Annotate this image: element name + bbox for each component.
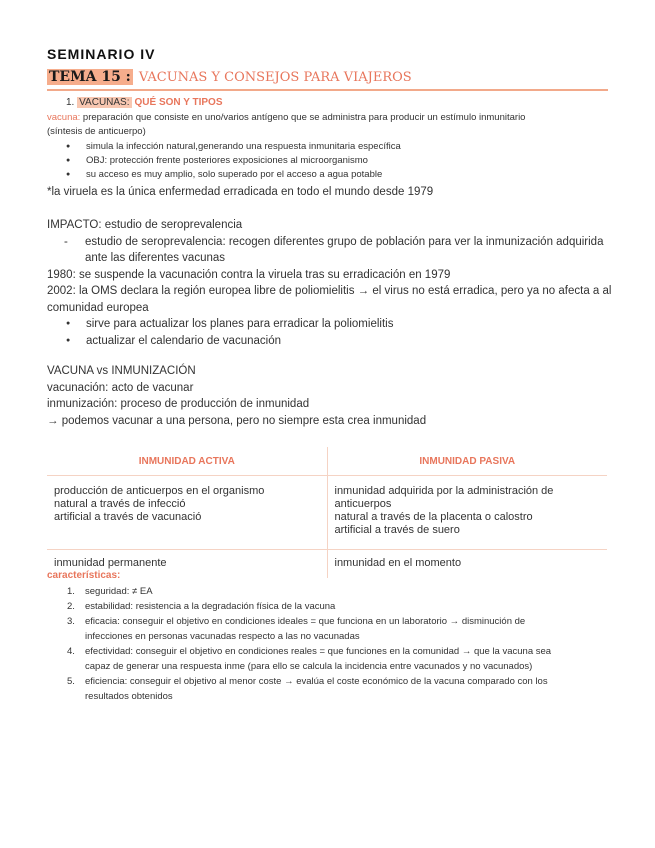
- list-item: [47, 599, 612, 614]
- section-title: QUÉ SON Y TIPOS: [134, 97, 223, 108]
- viruela-note: *la viruela es la única enfermedad erradicada en todo el mundo desde 1979: [47, 186, 434, 198]
- section-highlight: VACUNAS:: [79, 97, 130, 108]
- impacto-block: [47, 217, 612, 349]
- impacto-1980: 1980: se suspende la vacunación contra la viruela tras su erradicación en 1979: [47, 268, 451, 281]
- vs-heading: VACUNA vs INMUNIZACIÓN: [47, 365, 196, 377]
- item-line: estabilidad: resistencia a la degradación física de la vacuna: [85, 601, 336, 612]
- impacto-dash-item: [47, 234, 612, 267]
- list-item: [47, 584, 612, 599]
- seminar-heading: SEMINARIO IV: [47, 46, 156, 62]
- list-item: [47, 674, 612, 704]
- item-line: efectividad: conseguir el objetivo en condiciones reales = que funciones en la comunidad → que la vacuna sea: [85, 646, 552, 657]
- vacuna-bullet-list: [66, 140, 606, 182]
- cell-line: artificial a través de vacunació: [54, 511, 202, 523]
- impacto-dash-line2: ante las diferentes vacunas: [85, 252, 226, 264]
- table-header-row: [47, 447, 607, 476]
- topic-title: VACUNAS Y CONSEJOS PARA VIAJEROS: [138, 70, 412, 85]
- header-activa: INMUNIDAD ACTIVA: [47, 447, 327, 476]
- cell-line: natural a través de infecció: [54, 498, 186, 510]
- impacto-heading: IMPACTO: estudio de seroprevalencia: [47, 219, 243, 231]
- cell-line: inmunidad adquirida por la administración de anticuerpos: [334, 485, 554, 510]
- cell-line: artificial a través de suero: [334, 524, 460, 536]
- vs-inmunizacion: inmunización: proceso de producción de inmunidad: [47, 398, 310, 410]
- item-number: 5.: [67, 676, 75, 687]
- header-pasiva: INMUNIDAD PASIVA: [327, 447, 607, 476]
- caracteristicas-label: características:: [47, 570, 121, 581]
- impacto-bullet-list: [66, 316, 612, 349]
- topic-title-row: [47, 68, 608, 91]
- item-line: infecciones en personas vacunadas respecto a las no vacunadas: [85, 631, 360, 642]
- item-line: resultados obtenidos: [85, 691, 173, 702]
- item-number: 3.: [67, 616, 75, 627]
- caracteristicas-list: [47, 584, 612, 704]
- vs-vacunacion: vacunación: acto de vacunar: [47, 381, 194, 394]
- table-cell: [327, 476, 607, 550]
- dash-marker: -: [64, 235, 68, 248]
- list-item: ● OBJ: protección frente posteriores exposiciones al microorganismo: [66, 154, 606, 168]
- vacuna-term: vacuna:: [47, 112, 81, 123]
- table-cell: [47, 476, 327, 550]
- list-item: [47, 614, 612, 644]
- item-line: seguridad: ≠ EA: [85, 586, 153, 597]
- item-line: eficacia: conseguir el objetivo en condiciones ideales = que funciona en un laboratorio → disminución de: [85, 616, 526, 627]
- vacuna-def-line2: (síntesis de anticuerpo): [47, 126, 146, 137]
- vs-block: [47, 363, 612, 429]
- vacuna-def-line1: preparación que consiste en uno/varios antígeno que se administra para producir un estímulo inmunitario: [80, 112, 526, 123]
- section-heading: [66, 97, 223, 108]
- vs-arrow-note: → podemos vacunar a una persona, pero no siempre esta crea inmunidad: [47, 414, 427, 427]
- topic-number-label: TEMA 15 :: [49, 69, 131, 85]
- list-item: ● actualizar el calendario de vacunación: [66, 333, 612, 350]
- impacto-2002-line2: comunidad europea: [47, 301, 149, 314]
- table-row: [47, 550, 607, 579]
- table-row: [47, 476, 607, 550]
- item-line: eficiencia: conseguir el objetivo al menor coste → evalúa el coste económico de la vacuna comparado con los: [85, 676, 548, 687]
- table-cell: inmunidad en el momento: [327, 550, 607, 579]
- list-item: ● sirve para actualizar los planes para erradicar la poliomielitis: [66, 316, 612, 333]
- list-item: [47, 644, 612, 674]
- cell-line: producción de anticuerpos en el organismo: [54, 485, 265, 497]
- cell-line: natural a través de la placenta o calostro: [334, 511, 533, 523]
- item-line: capaz de generar una respuesta inme (para ello se calcula la incidencia entre vacunados y no vacunados): [85, 661, 533, 672]
- vacuna-definition: [47, 111, 612, 139]
- item-number: 4.: [67, 646, 75, 657]
- list-item: ● simula la infección natural,generando una respuesta inmunitaria específica: [66, 140, 606, 154]
- list-item: ● su acceso es muy amplio, solo superado por el acceso a agua potable: [66, 168, 606, 182]
- table-cell: inmunidad permanente: [47, 550, 327, 579]
- item-number: 2.: [67, 601, 75, 612]
- item-number: 1.: [67, 586, 75, 597]
- impacto-2002-line1: 2002: la OMS declara la región europea libre de poliomielitis → el virus no está erradica, pero ya no afecta a al: [47, 285, 612, 297]
- impacto-dash-line1: estudio de seroprevalencia: recogen diferentes grupo de población para ver la inmunización adquirida: [85, 235, 604, 248]
- inmunidad-table: [47, 447, 607, 578]
- section-number: 1.: [66, 97, 75, 108]
- caracteristicas-heading: [47, 570, 120, 581]
